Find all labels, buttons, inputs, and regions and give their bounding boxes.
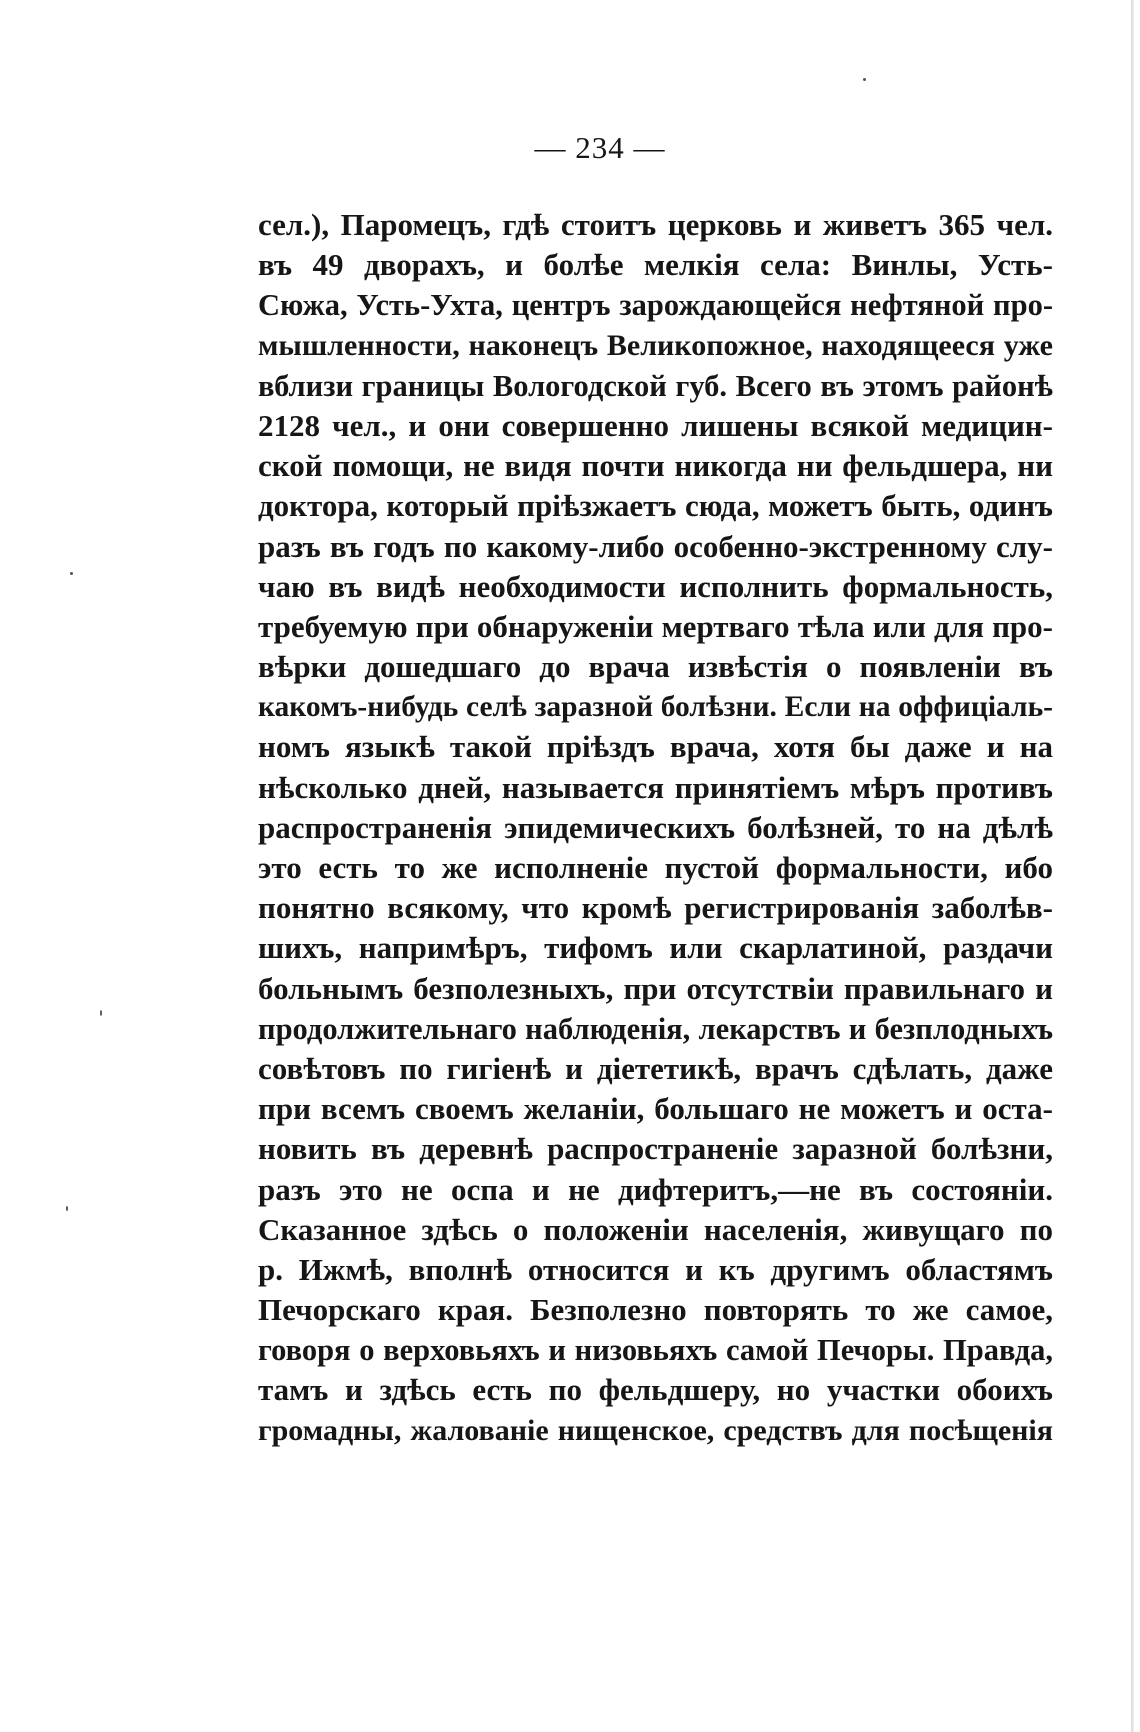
text-line: тамъ и здѣсь есть по фельдшеру, но участки обоихъ: [258, 1372, 1053, 1408]
text-line: нѣсколько дней, называется принятіемъ мѣръ противъ: [258, 769, 1053, 805]
scan-speck: [100, 1010, 102, 1016]
scan-speck: [70, 572, 73, 575]
text-line: чаю въ видѣ необходимости исполнить формальность,: [258, 568, 1053, 604]
text-line: при всемъ своемъ желаніи, большаго не можетъ и оста-: [258, 1091, 1053, 1127]
text-line: требуемую при обнаруженіи мертваго тѣла или для про-: [258, 608, 1053, 644]
text-line: Сказанное здѣсь о положеніи населенія, живущаго по: [258, 1211, 1053, 1247]
text-line: совѣтовъ по гигіенѣ и діететикѣ, врачъ сдѣлать, даже: [258, 1050, 1053, 1086]
text-line: Сюжа, Усть-Ухта, центръ зарождающейся нефтяной про-: [258, 288, 1053, 323]
scan-speck: [863, 78, 866, 81]
text-line: больнымъ безполезныхъ, при отсутствіи правильнаго и: [258, 970, 1053, 1006]
text-line: въ 49 дворахъ, и болѣе мелкія села: Винлы, Усть-: [258, 247, 1053, 283]
text-line: распространенія эпидемическихъ болѣзней, то на дѣлѣ: [258, 809, 1053, 845]
text-line: какомъ-нибудь селѣ заразной болѣзни. Если на оффиціаль-: [258, 691, 1053, 724]
text-line: Печорскаго края. Безполезно повторять то же самое,: [258, 1292, 1053, 1328]
text-line: новить въ деревнѣ распространеніе заразной болѣзни,: [258, 1131, 1053, 1167]
text-line: разъ это не оспа и не дифтеритъ,—не въ состояніи.: [258, 1171, 1053, 1207]
body-text: [258, 205, 1053, 1451]
text-line: вблизи границы Вологодской губ. Всего въ этомъ районѣ: [258, 368, 1053, 403]
text-line: мышленности, наконецъ Великопожное, находящееся уже: [258, 328, 1053, 362]
text-line: 2128 чел., и они совершенно лишены всякой медицин-: [258, 407, 1053, 443]
page-number: — 234 —: [534, 130, 666, 165]
text-line: вѣрки дошедшаго до врача извѣстія о появленіи въ: [258, 649, 1053, 685]
scan-page-edge: [1131, 0, 1134, 1732]
text-line: номъ языкѣ такой пріѣздъ врача, хотя бы даже и на: [258, 729, 1053, 765]
text-line: ской помощи, не видя почти никогда ни фельдшера, ни: [258, 448, 1053, 484]
scan-speck: [66, 1206, 68, 1211]
text-line: понятно всякому, что кромѣ регистрированія заболѣв-: [258, 890, 1053, 926]
text-line: разъ въ годъ по какому-либо особенно-экстренному слу-: [258, 528, 1053, 564]
text-line: говоря о верховьяхъ и низовьяхъ самой Печоры. Правда,: [258, 1333, 1053, 1368]
text-line: р. Ижмѣ, вполнѣ относится и къ другимъ областямъ: [258, 1251, 1053, 1287]
text-line: это есть то же исполненіе пустой формальности, ибо: [258, 850, 1053, 885]
text-line: доктора, который пріѣзжаетъ сюда, можетъ быть, одинъ: [258, 488, 1053, 524]
text-line: шихъ, напримѣръ, тифомъ или скарлатиной, раздачи: [258, 930, 1053, 966]
text-line: сел.), Паромецъ, гдѣ стоитъ церковь и живетъ 365 чел.: [258, 207, 1053, 242]
text-line: громадны, жалованіе нищенское, средствъ для посѣщенія: [258, 1413, 1053, 1447]
text-line: продолжительнаго наблюденія, лекарствъ и безплодныхъ: [258, 1011, 1053, 1046]
